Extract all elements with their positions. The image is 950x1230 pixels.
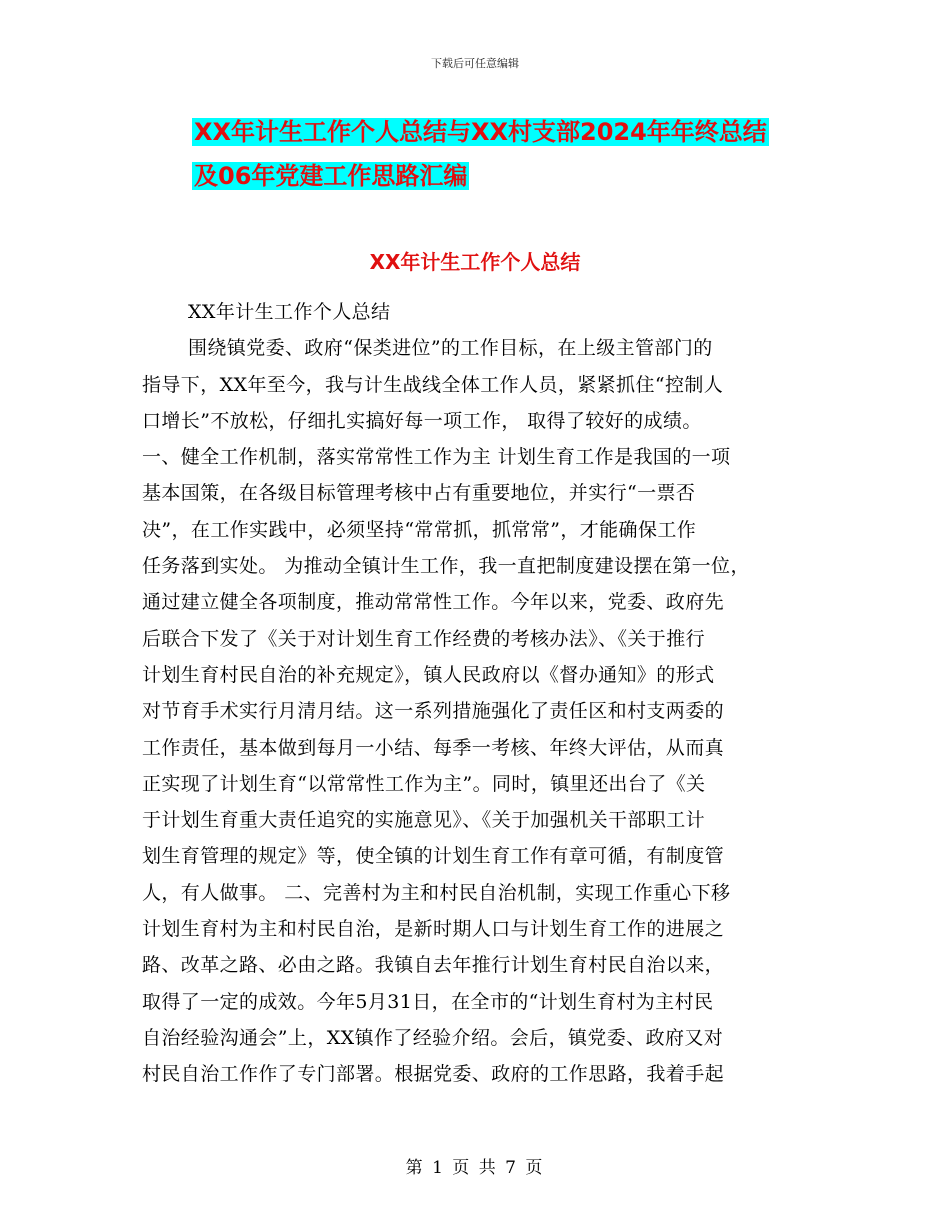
text-line: 取得了一定的成效。今年5月31日，在全市的“计划生育村为主村民 bbox=[142, 990, 714, 1013]
document-title bbox=[140, 110, 810, 198]
text-line: 村民自治工作作了专门部署。根据党委、政府的工作思路，我着手起 bbox=[142, 1063, 725, 1086]
text-line: 工作责任，基本做到每月一小结、每季一考核、年终大评估，从而真 bbox=[142, 736, 725, 759]
text-line: 通过建立健全各项制度，推动常常性工作。今年以来，党委、政府先 bbox=[142, 591, 725, 614]
text-line: 一、健全工作机制，落实常常性工作为主 计划生育工作是我国的一项 bbox=[142, 446, 731, 469]
text-line: 路、改革之路、必由之路。我镇自去年推行计划生育村民自治以来， bbox=[142, 954, 725, 977]
title-line-1: XX年计生工作个人总结与XX村支部2024年年终总结 bbox=[194, 118, 767, 146]
text-line: 口增长”不放松，仔细扎实搞好每一项工作， 取得了较好的成绩。 bbox=[142, 409, 702, 432]
text-line: 基本国策，在各级目标管理考核中占有重要地位，并实行“一票否 bbox=[142, 482, 696, 505]
page-header-note: 下载后可任意编辑 bbox=[431, 57, 519, 70]
text-line: 计划生育村民自治的补充规定》，镇人民政府以《督办通知》的形式 bbox=[142, 663, 715, 686]
text-line: 于计划生育重大责任追究的实施意见》、《关于加强机关干部职工计 bbox=[142, 809, 706, 832]
text-line: 计划生育村为主和村民自治，是新时期人口与计划生育工作的进展之 bbox=[142, 918, 725, 941]
section-title: XX年计生工作个人总结 bbox=[369, 250, 581, 274]
text-line: 任务落到实处。 为推动全镇计生工作，我一直把制度建设摆在第一位， bbox=[142, 555, 750, 578]
text-line: 对节育手术实行月清月结。这一系列措施强化了责任区和村支两委的 bbox=[142, 700, 725, 723]
text-line: 后联合下发了《关于对计划生育工作经费的考核办法》、《关于推行 bbox=[142, 627, 706, 650]
text-line: 人，有人做事。 二、完善村为主和村民自治机制，实现工作重心下移 bbox=[142, 881, 731, 904]
title-line-2: 及06年党建工作思路汇编 bbox=[194, 162, 468, 190]
text-line: XX年计生工作个人总结 bbox=[188, 301, 391, 323]
text-line: 围绕镇党委、政府“保类进位”的工作目标，在上级主管部门的 bbox=[188, 337, 713, 360]
text-line: 自治经验沟通会”上，XX镇作了经验介绍。会后，镇党委、政府又对 bbox=[142, 1026, 724, 1049]
text-line: 正实现了计划生育“以常常性工作为主”。同时，镇里还出台了《关 bbox=[142, 772, 706, 795]
text-line: 划生育管理的规定》等，使全镇的计划生育工作有章可循，有制度管 bbox=[142, 845, 725, 868]
text-line: 指导下，XX年至今，我与计生战线全体工作人员，紧紧抓住“控制人 bbox=[142, 373, 724, 396]
body-text bbox=[142, 294, 817, 1093]
page-number-footer: 第 1 页 共 7 页 bbox=[405, 1158, 545, 1178]
text-line: 决”，在工作实践中，必须坚持“常常抓，抓常常”，才能确保工作 bbox=[142, 518, 697, 541]
